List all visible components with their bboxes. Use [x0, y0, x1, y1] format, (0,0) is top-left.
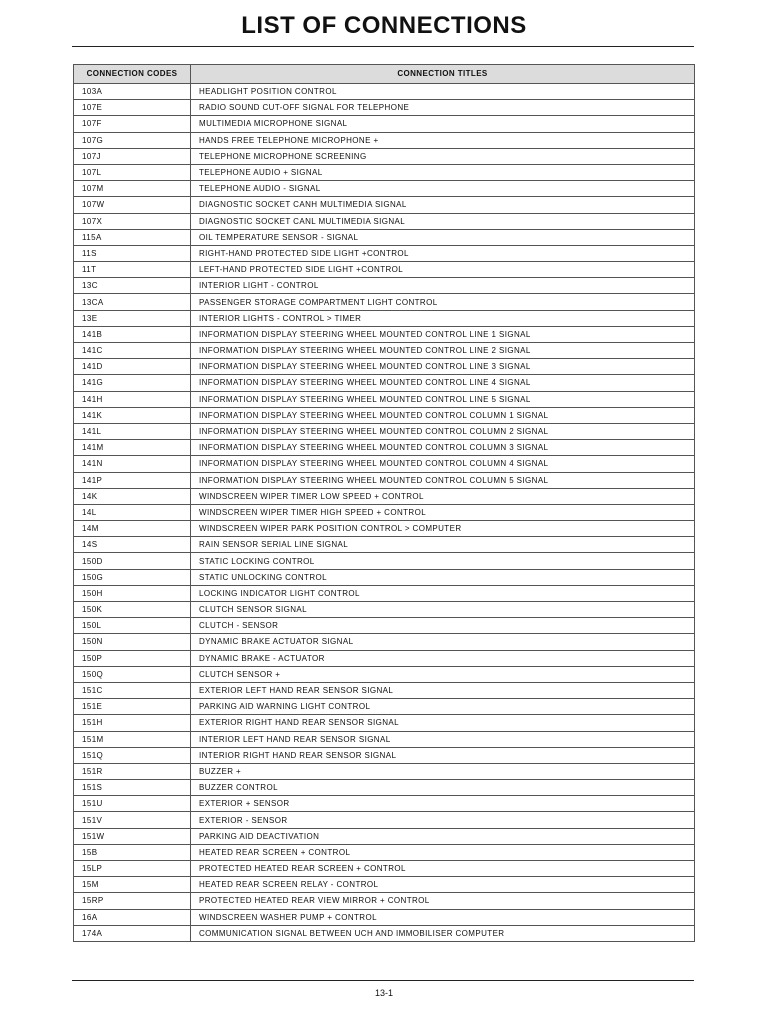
connection-code-cell: 107L [74, 164, 191, 180]
connection-code-cell: 11S [74, 245, 191, 261]
connection-title-cell: DIAGNOSTIC SOCKET CANH MULTIMEDIA SIGNAL [191, 197, 695, 213]
connection-code-cell: 141G [74, 375, 191, 391]
table-row [74, 278, 695, 294]
connection-title-cell: PARKING AID WARNING LIGHT CONTROL [191, 699, 695, 715]
connection-title-cell: CLUTCH - SENSOR [191, 618, 695, 634]
connection-title-cell: RAIN SENSOR SERIAL LINE SIGNAL [191, 537, 695, 553]
connection-code-cell: 151E [74, 699, 191, 715]
connection-code-cell: 107W [74, 197, 191, 213]
connection-title-cell: TELEPHONE MICROPHONE SCREENING [191, 148, 695, 164]
connection-title-cell: HANDS FREE TELEPHONE MICROPHONE + [191, 132, 695, 148]
table-header-row [74, 65, 695, 84]
connection-code-cell: 151W [74, 828, 191, 844]
table-row [74, 666, 695, 682]
connection-code-cell: 174A [74, 925, 191, 941]
connection-title-cell: INFORMATION DISPLAY STEERING WHEEL MOUNTED CONTROL COLUMN 5 SIGNAL [191, 472, 695, 488]
connection-title-cell: WINDSCREEN WASHER PUMP + CONTROL [191, 909, 695, 925]
table-row [74, 828, 695, 844]
connection-title-cell: CLUTCH SENSOR + [191, 666, 695, 682]
connection-title-cell: STATIC LOCKING CONTROL [191, 553, 695, 569]
connection-code-cell: 103A [74, 84, 191, 100]
connection-code-cell: 141P [74, 472, 191, 488]
table-row [74, 893, 695, 909]
connection-title-cell: INFORMATION DISPLAY STEERING WHEEL MOUNTED CONTROL COLUMN 4 SIGNAL [191, 456, 695, 472]
connection-title-cell: LOCKING INDICATOR LIGHT CONTROL [191, 585, 695, 601]
connection-code-cell: 141C [74, 343, 191, 359]
table-row [74, 181, 695, 197]
connection-code-cell: 14S [74, 537, 191, 553]
connection-code-cell: 13C [74, 278, 191, 294]
table-row [74, 812, 695, 828]
connection-code-cell: 150D [74, 553, 191, 569]
connection-title-cell: COMMUNICATION SIGNAL BETWEEN UCH AND IMMOBILISER COMPUTER [191, 925, 695, 941]
connections-table [73, 64, 695, 942]
table-row [74, 359, 695, 375]
connection-title-cell: INFORMATION DISPLAY STEERING WHEEL MOUNTED CONTROL LINE 2 SIGNAL [191, 343, 695, 359]
connection-code-cell: 107E [74, 100, 191, 116]
page-title: LIST OF CONNECTIONS [241, 12, 527, 39]
table-row [74, 699, 695, 715]
table-row [74, 245, 695, 261]
table-row [74, 310, 695, 326]
table-row [74, 148, 695, 164]
connection-code-cell: 150K [74, 602, 191, 618]
table-row [74, 585, 695, 601]
connection-title-cell: CLUTCH SENSOR SIGNAL [191, 602, 695, 618]
table-row [74, 440, 695, 456]
connection-title-cell: INFORMATION DISPLAY STEERING WHEEL MOUNTED CONTROL LINE 5 SIGNAL [191, 391, 695, 407]
connection-title-cell: BUZZER CONTROL [191, 780, 695, 796]
connection-code-cell: 15B [74, 844, 191, 860]
connection-title-cell: INFORMATION DISPLAY STEERING WHEEL MOUNTED CONTROL COLUMN 3 SIGNAL [191, 440, 695, 456]
table-row [74, 197, 695, 213]
connection-code-cell: 141H [74, 391, 191, 407]
connection-title-cell: OIL TEMPERATURE SENSOR - SIGNAL [191, 229, 695, 245]
table-row [74, 537, 695, 553]
connection-code-cell: 151R [74, 763, 191, 779]
table-row [74, 375, 695, 391]
connection-code-cell: 107X [74, 213, 191, 229]
connection-code-cell: 150P [74, 650, 191, 666]
connection-title-cell: PROTECTED HEATED REAR SCREEN + CONTROL [191, 861, 695, 877]
connection-title-cell: PARKING AID DEACTIVATION [191, 828, 695, 844]
table-row [74, 164, 695, 180]
connection-code-cell: 141K [74, 407, 191, 423]
table-row [74, 650, 695, 666]
table-row [74, 343, 695, 359]
connection-code-cell: 151V [74, 812, 191, 828]
connection-code-cell: 141N [74, 456, 191, 472]
connection-code-cell: 107F [74, 116, 191, 132]
table-row [74, 731, 695, 747]
connection-code-cell: 107G [74, 132, 191, 148]
connection-code-cell: 151M [74, 731, 191, 747]
table-row [74, 262, 695, 278]
connection-code-cell: 11T [74, 262, 191, 278]
table-row [74, 116, 695, 132]
connection-code-cell: 141L [74, 423, 191, 439]
table-row [74, 682, 695, 698]
connection-title-cell: TELEPHONE AUDIO - SIGNAL [191, 181, 695, 197]
table-row [74, 796, 695, 812]
footer-divider [72, 980, 694, 981]
connection-code-cell: 150N [74, 634, 191, 650]
connection-title-cell: HEATED REAR SCREEN RELAY - CONTROL [191, 877, 695, 893]
table-row [74, 423, 695, 439]
table-row [74, 877, 695, 893]
connection-title-cell: INFORMATION DISPLAY STEERING WHEEL MOUNTED CONTROL LINE 3 SIGNAL [191, 359, 695, 375]
table-row [74, 925, 695, 941]
table-row [74, 391, 695, 407]
connection-title-cell: HEATED REAR SCREEN + CONTROL [191, 844, 695, 860]
table-row [74, 553, 695, 569]
connection-code-cell: 14L [74, 504, 191, 520]
connection-code-cell: 150H [74, 585, 191, 601]
connection-title-cell: INTERIOR RIGHT HAND REAR SENSOR SIGNAL [191, 747, 695, 763]
connection-title-cell: DYNAMIC BRAKE - ACTUATOR [191, 650, 695, 666]
table-row [74, 229, 695, 245]
table-row [74, 488, 695, 504]
connection-code-cell: 151Q [74, 747, 191, 763]
table-row [74, 213, 695, 229]
connection-code-cell: 151U [74, 796, 191, 812]
table-row [74, 472, 695, 488]
table-row [74, 504, 695, 520]
connection-title-cell: DYNAMIC BRAKE ACTUATOR SIGNAL [191, 634, 695, 650]
connection-code-cell: 141D [74, 359, 191, 375]
connection-title-cell: INFORMATION DISPLAY STEERING WHEEL MOUNTED CONTROL LINE 1 SIGNAL [191, 326, 695, 342]
connection-title-cell: INFORMATION DISPLAY STEERING WHEEL MOUNTED CONTROL COLUMN 1 SIGNAL [191, 407, 695, 423]
connection-code-cell: 16A [74, 909, 191, 925]
connection-code-cell: 150G [74, 569, 191, 585]
table-row [74, 861, 695, 877]
table-row [74, 602, 695, 618]
table-row [74, 634, 695, 650]
table-row [74, 909, 695, 925]
connection-code-cell: 141M [74, 440, 191, 456]
table-row [74, 132, 695, 148]
connection-code-cell: 151S [74, 780, 191, 796]
table-row [74, 294, 695, 310]
connection-title-cell: WINDSCREEN WIPER PARK POSITION CONTROL > COMPUTER [191, 521, 695, 537]
table-row [74, 763, 695, 779]
connection-code-cell: 15RP [74, 893, 191, 909]
connection-code-cell: 14K [74, 488, 191, 504]
connection-title-cell: DIAGNOSTIC SOCKET CANL MULTIMEDIA SIGNAL [191, 213, 695, 229]
connection-title-cell: LEFT-HAND PROTECTED SIDE LIGHT +CONTROL [191, 262, 695, 278]
connection-title-cell: STATIC UNLOCKING CONTROL [191, 569, 695, 585]
table-row [74, 747, 695, 763]
column-header-titles: CONNECTION TITLES [191, 65, 695, 84]
connection-title-cell: EXTERIOR + SENSOR [191, 796, 695, 812]
connection-code-cell: 151H [74, 715, 191, 731]
table-row [74, 407, 695, 423]
table-row [74, 521, 695, 537]
connection-title-cell: TELEPHONE AUDIO + SIGNAL [191, 164, 695, 180]
connection-title-cell: BUZZER + [191, 763, 695, 779]
connection-title-cell: PASSENGER STORAGE COMPARTMENT LIGHT CONTROL [191, 294, 695, 310]
connection-title-cell: EXTERIOR LEFT HAND REAR SENSOR SIGNAL [191, 682, 695, 698]
table-row [74, 84, 695, 100]
connection-title-cell: INTERIOR LEFT HAND REAR SENSOR SIGNAL [191, 731, 695, 747]
connection-code-cell: 151C [74, 682, 191, 698]
connection-code-cell: 141B [74, 326, 191, 342]
table-row [74, 100, 695, 116]
table-row [74, 618, 695, 634]
connection-title-cell: WINDSCREEN WIPER TIMER HIGH SPEED + CONTROL [191, 504, 695, 520]
connection-code-cell: 115A [74, 229, 191, 245]
table-row [74, 456, 695, 472]
connection-code-cell: 150Q [74, 666, 191, 682]
connection-code-cell: 14M [74, 521, 191, 537]
connection-title-cell: EXTERIOR RIGHT HAND REAR SENSOR SIGNAL [191, 715, 695, 731]
connection-title-cell: EXTERIOR - SENSOR [191, 812, 695, 828]
table-row [74, 326, 695, 342]
table-row [74, 844, 695, 860]
connection-title-cell: RADIO SOUND CUT-OFF SIGNAL FOR TELEPHONE [191, 100, 695, 116]
connection-title-cell: INFORMATION DISPLAY STEERING WHEEL MOUNTED CONTROL COLUMN 2 SIGNAL [191, 423, 695, 439]
table-row [74, 780, 695, 796]
table-row [74, 715, 695, 731]
connection-code-cell: 15LP [74, 861, 191, 877]
page-number: 13-1 [374, 988, 393, 998]
header-divider [72, 46, 694, 47]
table-body [74, 84, 695, 942]
connection-code-cell: 13E [74, 310, 191, 326]
connection-code-cell: 107M [74, 181, 191, 197]
connection-title-cell: RIGHT-HAND PROTECTED SIDE LIGHT +CONTROL [191, 245, 695, 261]
connection-title-cell: WINDSCREEN WIPER TIMER LOW SPEED + CONTROL [191, 488, 695, 504]
connection-title-cell: INTERIOR LIGHT - CONTROL [191, 278, 695, 294]
connection-title-cell: INFORMATION DISPLAY STEERING WHEEL MOUNTED CONTROL LINE 4 SIGNAL [191, 375, 695, 391]
table-row [74, 569, 695, 585]
connection-title-cell: HEADLIGHT POSITION CONTROL [191, 84, 695, 100]
connection-title-cell: INTERIOR LIGHTS - CONTROL > TIMER [191, 310, 695, 326]
connection-title-cell: PROTECTED HEATED REAR VIEW MIRROR + CONTROL [191, 893, 695, 909]
connection-code-cell: 107J [74, 148, 191, 164]
connection-code-cell: 150L [74, 618, 191, 634]
column-header-codes: CONNECTION CODES [74, 65, 191, 84]
connection-code-cell: 15M [74, 877, 191, 893]
connection-code-cell: 13CA [74, 294, 191, 310]
connection-title-cell: MULTIMEDIA MICROPHONE SIGNAL [191, 116, 695, 132]
